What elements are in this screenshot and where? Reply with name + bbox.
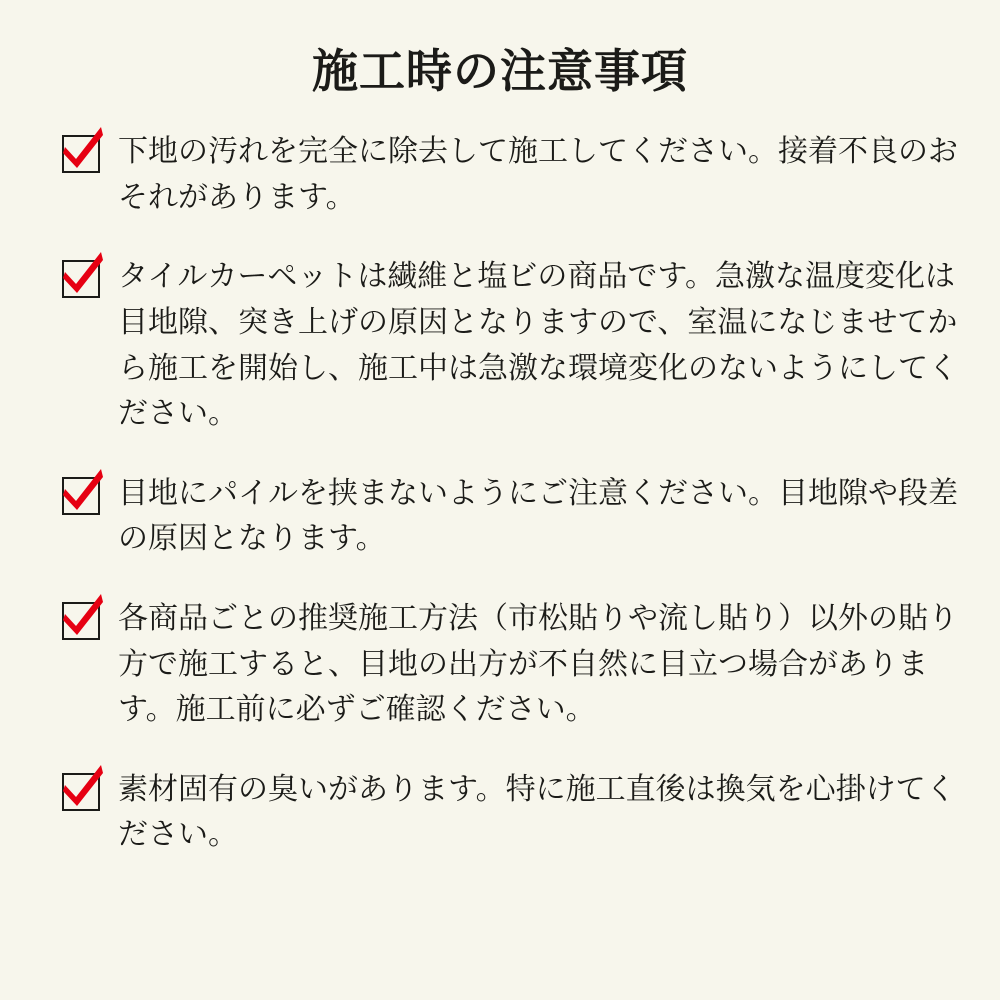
list-item [40,129,960,220]
list-item-text: タイルカーペットは繊維と塩ビの商品です。急激な温度変化は目地隙、突き上げの原因となりますので、室温になじませてから施工を開始し、施工中は急激な環境変化のないようにしてください。 [118,259,958,432]
red-check-mark-icon [59,125,105,171]
list-item [40,767,960,858]
red-check-mark-icon [59,763,105,809]
list-item-text: 下地の汚れを完全に除去して施工してください。接着不良のおそれがあります。 [118,134,958,215]
checkbox-frame [62,135,100,173]
list-item-text: 目地にパイルを挟まないようにご注意ください。目地隙や段差の原因となります。 [118,475,958,557]
checkbox-frame [62,773,100,811]
checkbox-frame [62,260,100,298]
red-check-mark-icon [59,592,105,638]
list-item [40,596,960,733]
list-item [40,471,960,562]
red-check-mark-icon [59,467,105,513]
list-item-text: 各商品ごとの推奨施工方法（市松貼りや流し貼り）以外の貼り方で施工すると、目地の出方が不自然に目立つ場合があります。施工前に必ずご確認ください。 [118,600,958,728]
notice-list [40,129,960,858]
list-item [40,254,960,436]
checkbox-frame [62,477,100,515]
list-item-text: 素材固有の臭いがあります。特に施工直後は換気を心掛けてください。 [118,771,956,853]
red-check-mark-icon [59,250,105,296]
checkbox-frame [62,602,100,640]
page-title: 施工時の注意事項 [312,44,688,98]
